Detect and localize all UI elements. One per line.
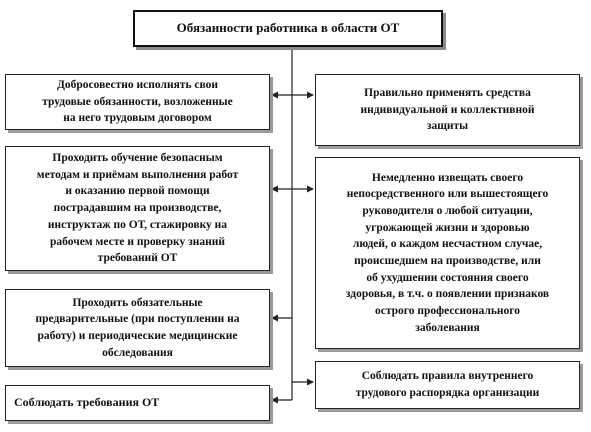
title-text: Обязанности работника в области ОТ <box>176 20 400 36</box>
duty-line: методам и приёмам выполнения работ <box>36 168 239 181</box>
duty-line: здоровья, в т.ч. о появлении признаков <box>345 288 550 301</box>
duty-line: рабочем месте и проверку знаний <box>50 235 225 248</box>
duty-line: людей, о каждом несчастном случае, <box>352 238 543 251</box>
duty-box-right-3 <box>315 361 580 409</box>
duty-line: предварительные (при поступлении на <box>35 313 240 326</box>
duty-line: Соблюдать требования ОТ <box>14 395 160 410</box>
duty-line: требований ОТ <box>97 252 178 265</box>
duty-line: Немедленно извещать своего <box>371 171 524 184</box>
duty-line: угрожающей жизни и здоровью <box>365 221 530 234</box>
duty-line: происшедшем на производстве, или <box>354 255 541 267</box>
duty-text <box>361 85 535 135</box>
duty-text <box>37 150 239 267</box>
duty-line: трудового распорядка организации <box>355 387 540 399</box>
title-box <box>133 10 443 47</box>
duty-line: обследования <box>102 346 173 359</box>
duty-line: пострадавшим на производстве, <box>53 202 222 215</box>
duty-line: индивидуальной и коллективной <box>360 103 535 116</box>
duty-line: руководителя о любой ситуации, <box>362 204 533 217</box>
duty-box-left-4 <box>5 385 270 421</box>
duty-line: Проходить обязательные <box>72 296 203 309</box>
duty-box-left-3 <box>5 289 270 367</box>
duty-line: заболевания <box>415 321 480 334</box>
duty-text <box>42 77 233 127</box>
duty-box-left-1 <box>5 74 270 130</box>
duty-line: на него трудовым договором <box>63 112 212 125</box>
duty-line: Правильно применять средства <box>364 86 531 99</box>
duty-text <box>35 295 239 362</box>
duty-line: об ухудшении состояния своего <box>366 271 529 284</box>
duty-line: инструктаж по ОТ, стажировку на <box>47 218 228 231</box>
duty-line: трудовые обязанности, возложенные <box>42 95 233 108</box>
duty-line: Добросовестно исполнять свои <box>56 79 219 91</box>
duty-line: острого профессионального <box>375 305 520 318</box>
duty-box-right-2 <box>315 157 580 349</box>
duty-text <box>346 170 549 337</box>
duty-text <box>356 368 540 401</box>
duty-line: защиты <box>426 120 469 133</box>
duty-box-left-2 <box>5 146 270 271</box>
duty-box-right-1 <box>315 74 580 146</box>
duty-line: работу) и периодические медицинские <box>37 330 238 342</box>
duty-line: Соблюдать правила внутреннего <box>361 370 534 383</box>
duty-line: непосредственного или вышестоящего <box>346 188 549 201</box>
duty-line: Проходить обучение безопасным <box>52 152 223 165</box>
duty-line: и оказанию первой помощи <box>65 185 210 198</box>
